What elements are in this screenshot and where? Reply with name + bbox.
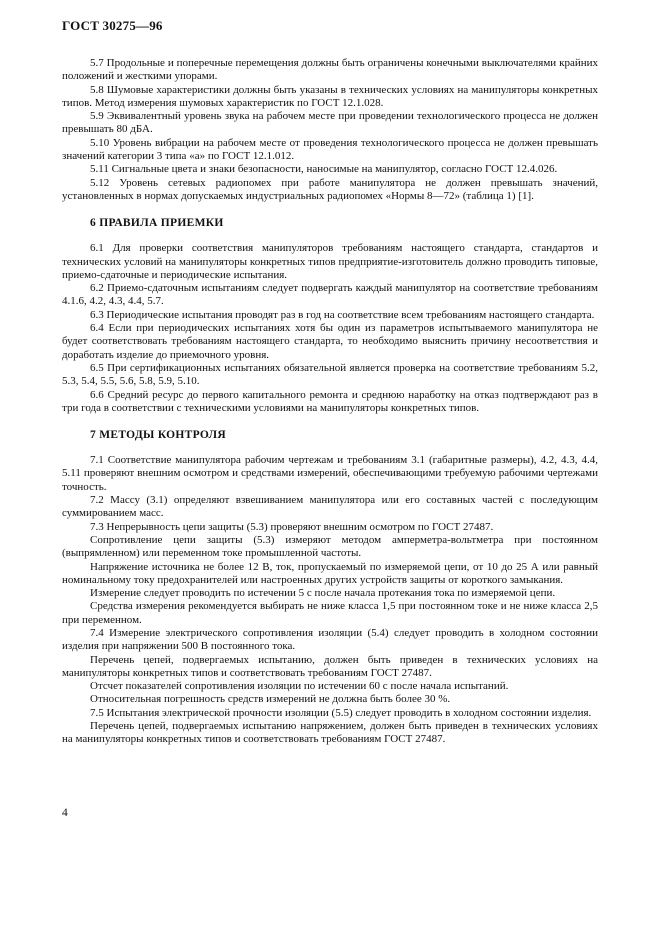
document-header: ГОСТ 30275—96 — [62, 18, 163, 33]
document-page — [62, 18, 598, 747]
section-6-title: 6 ПРАВИЛА ПРИЕМКИ — [90, 217, 224, 230]
paragraph-6-2: 6.2 Приемо-сдаточным испытаниям следует подвергать каждый манипулятор на соответствие требованиям 4.1.6, 4.2, 4.3, 4.4, 5.7. — [62, 282, 598, 308]
paragraph-5-11: 5.11 Сигнальные цвета и знаки безопасности, наносимые на манипулятор, согласно ГОСТ 12.4.026. — [90, 163, 558, 176]
paragraph-6-6: 6.6 Средний ресурс до первого капитального ремонта и среднюю наработку на отказ подтверждают раз в три года в соответствии с техническими условиями на манипуляторы конкретных типов. — [62, 388, 598, 414]
paragraph-7-3: 7.3 Непрерывность цепи защиты (5.3) проверяют внешним осмотром по ГОСТ 27487. — [90, 520, 494, 533]
paragraph-7-2: 7.2 Массу (3.1) определяют взвешиванием манипулятора или его составных частей с последующим суммированием масс. — [62, 494, 598, 520]
paragraph-5-9: 5.9 Эквивалентный уровень звука на рабочем месте при проведении технологического процесса не должен превышать 80 дБА. — [62, 110, 598, 136]
paragraph-7-1: 7.1 Соответствие манипулятора рабочим чертежам и требованиям 3.1 (габаритные размеры), 4.2, 4.3, 4.4, 5.11 проверяют внешним осмотром и средствами измерений, обеспечивающими требуемую рабочими чертежами точность. — [62, 454, 598, 493]
paragraph-7-3-resistance: Сопротивление цепи защиты (5.3) измеряют методом амперметра-вольтметра при постоянном (выпрямленном) или переменном токе промышленной частоты. — [62, 533, 598, 560]
paragraph-5-10: 5.10 Уровень вибрации на рабочем месте от проведения технологического процесса не должен превышать значений категории 3 типа «а» по ГОСТ 12.1.012. — [62, 136, 598, 163]
paragraph-6-5: 6.5 При сертификационных испытаниях обязательной является проверка на соответствие требованиям 5.2, 5.3, 5.4, 5.5, 5.6, 5.8, 5.9, 5.10. — [62, 361, 598, 388]
top-paragraphs — [62, 57, 598, 203]
paragraph-7-5: 7.5 Испытания электрической прочности изоляции (5.5) следует проводить в холодном состоянии изделия. — [90, 706, 592, 719]
section-7-title: 7 МЕТОДЫ КОНТРОЛЯ — [90, 429, 227, 442]
paragraph-5-8: 5.8 Шумовые характеристики должны быть указаны в технических условиях на манипуляторы конкретных типов. Метод измерения шумовых характеристик по ГОСТ 12.1.028. — [62, 83, 598, 109]
paragraph-7-3-instruments: Средства измерения рекомендуется выбирать не ниже класса 1,5 при постоянном токе и не ниже класса 2,5 при переменном. — [62, 600, 598, 626]
page-number: 4 — [62, 807, 68, 819]
paragraph-6-3: 6.3 Периодические испытания проводят раз в год на соответствие всем требованиям настоящего стандарта. — [90, 308, 595, 321]
paragraph-7-4-reading: Отсчет показателей сопротивления изоляции по истечении 60 с после начала испытаний. — [90, 680, 509, 693]
paragraph-7-3-duration: Измерение следует проводить по истечении 5 с после начала протекания тока по измеряемой цепи. — [90, 587, 556, 600]
paragraph-6-4: 6.4 Если при периодических испытаниях хотя бы один из параметров испытываемого манипулятора не будет соответствовать требованиям настоящего стандарта, то необходимо выяснить причину несоответствия и доработать изделие до приемочного уровня. — [62, 322, 598, 361]
section-6-body — [62, 242, 598, 415]
paragraph-5-12: 5.12 Уровень сетевых радиопомех при работе манипулятора не должен превышать значений, установленных в нормах допускаемых индустриальных радиопомех «Нормы 8—72» (таблица 1) [1]. — [62, 176, 598, 202]
section-7-body — [62, 454, 598, 747]
paragraph-7-4: 7.4 Измерение электрического сопротивления изоляции (5.4) следует проводить в холодном состоянии изделия при напряжении 500 В постоянного тока. — [62, 626, 598, 653]
paragraph-7-4-error: Относительная погрешность средств измерений не должна быть более 30 %. — [90, 693, 451, 706]
paragraph-7-3-voltage: Напряжение источника не более 12 В, ток, пропускаемый по измеряемой цепи, от 10 до 25 А или равный номинальному току предохранителей или настроенных других устройств защиты от короткого замыкания. — [62, 560, 598, 586]
paragraph-7-4-circuits: Перечень цепей, подвергаемых испытанию, должен быть приведен в технических условиях на манипуляторы конкретных типов и соответствовать требованиям ГОСТ 27487. — [62, 653, 598, 679]
paragraph-5-7: 5.7 Продольные и поперечные перемещения должны быть ограничены конечными выключателями крайних положений и жесткими упорами. — [62, 57, 598, 83]
paragraph-7-5-circuits: Перечень цепей, подвергаемых испытанию напряжением, должен быть приведен в технических условиях на манипуляторы конкретных типов и соответствовать требованиям ГОСТ 27487. — [62, 720, 598, 746]
paragraph-6-1: 6.1 Для проверки соответствия манипуляторов требованиям настоящего стандарта, стандартов и технических условий на манипуляторы конкретных типов предприятие-изготовитель должно проводить типовые, приемо-сдаточные и периодические испытания. — [62, 242, 598, 281]
